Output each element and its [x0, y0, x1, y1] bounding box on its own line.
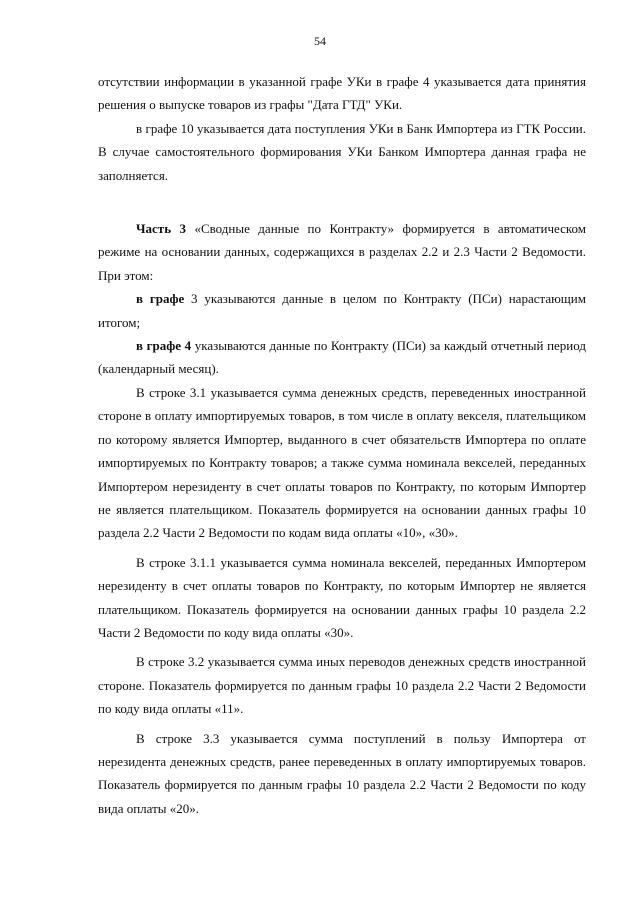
column-3-text: 3 указываются данные в целом по Контракту (ПСи) нарастающим итогом;: [98, 291, 586, 330]
paragraph-1: отсутствии информации в указанной графе УКи в графе 4 указывается дата принятия решения о выпуске товаров из графы "Дата ГТД" УКи.: [98, 74, 586, 113]
column-4-label: в графе 4: [136, 338, 192, 354]
paragraph-column-4: [98, 334, 586, 381]
paragraph-row-3-2: В строке 3.2 указывается сумма иных переводов денежных средств иностранной стороне. Показатель формируется по данным графы 10 раздела 2.2 Части 2 Ведомости по коду вида оплаты «11».: [98, 654, 586, 717]
part-3-heading: Часть 3: [136, 221, 187, 237]
column-3-label: в графе: [136, 291, 185, 307]
page-number: 54: [314, 34, 326, 48]
paragraph-column-3: [98, 287, 586, 334]
paragraph-row-3-1: В строке 3.1 указывается сумма денежных средств, переведенных иностранной стороне в оплату импортируемых товаров, в том числе в оплату векселя, плательщиком по которому является Импортер, выданного в счет обязательств Импортера по оплате импортируемых по Контракту товаров; а также сумма номинала векселей, переданных Импортером нерезиденту в счет оплаты товаров по Контракту, по которым Импортер не является плательщиком. Показатель формируется на основании данных графы 10 раздела 2.2 Части 2 Ведомости по кодам вида оплаты «10», «30».: [98, 384, 586, 541]
part-3-text: «Сводные данные по Контракту» формируется в автоматическом режиме на основании данных, содержащихся в разделах 2.2 и 2.3 Части 2 Ведомости. При этом:: [98, 221, 586, 283]
paragraph-row-3-3: В строке 3.3 указывается сумма поступлений в пользу Импортера от нерезидента денежных средств, ранее переведенных в оплату импортируемых товаров. Показатель формируется по данным графы 10 раздела 2.2 Части 2 Ведомости по коду вида оплаты «20».: [98, 730, 586, 816]
paragraph-row-3-1-1: В строке 3.1.1 указывается сумма номинала векселей, переданных Импортером нерезиденту в счет оплаты товаров по Контракту, по которым Импортер не является плательщиком. Показатель формируется на основании данных графы 10 раздела 2.2 Части 2 Ведомости по коду вида оплаты «30».: [98, 554, 586, 640]
document-body: [98, 70, 586, 820]
paragraph-2: в графе 10 указывается дата поступления УКи в Банк Импортера из ГТК России. В случае самостоятельного формирования УКи Банком Импортера данная графа не заполняется.: [98, 120, 586, 183]
paragraph-part-3: [98, 217, 586, 287]
column-4-text: указываются данные по Контракту (ПСи) за каждый отчетный период (календарный месяц).: [98, 338, 586, 377]
